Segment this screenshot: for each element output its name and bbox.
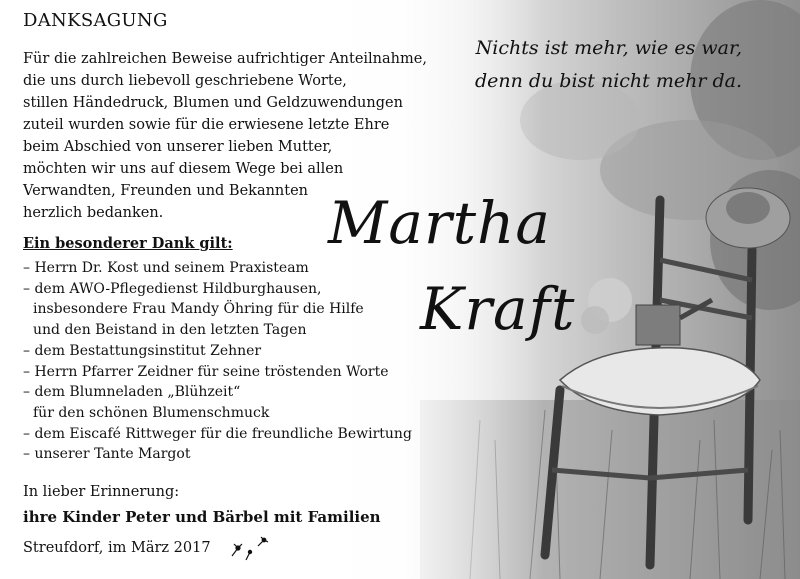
thanks-item: – dem AWO-Pflegedienst Hildburghausen, insbesondere Frau Mandy Öhring für die Hilfe und den Beistand in den letzten Tagen [23,280,364,339]
dandelion-seeds-icon [224,536,272,564]
deceased-last-name: Kraft [420,275,576,343]
place-date: Streufdorf, im März 2017 [23,540,211,556]
deceased-first-name: Martha [328,189,551,257]
quote-line-2: denn du bist nicht mehr da. [474,70,742,92]
thanks-heading: Ein besonderer Dank gilt: [23,235,233,252]
notice-heading: DANKSAGUNG [23,10,168,31]
thanks-item: – Herrn Dr. Kost und seinem Praxisteam [23,260,309,276]
quote-line-1: Nichts ist mehr, wie es war, [475,37,742,59]
intro-text: Für die zahlreichen Beweise aufrichtiger Anteilnahme, die uns durch liebevoll geschriebene Worte, stillen Händedruck, Blumen und Geldzuwendungen zuteil wurden sowie für die erwiesene letzte Ehre beim Abschied von unserer lieben Mutter, möchten wir uns auf diesem Wege bei allen Verwandten, Freunden und Bekannten herzlich bedanken. [23,51,427,221]
thanks-list [23,258,463,465]
thanks-item: – unserer Tante Margot [23,446,191,463]
thanks-item: – dem Eiscafé Rittweger für die freundliche Bewirtung [23,425,412,442]
signoff-label: In lieber Erinnerung: [23,484,180,500]
thanks-item: – dem Blumneladen „Blühzeit“ für den schönen Blumenschmuck [23,384,270,421]
thanks-item: – Herrn Pfarrer Zeidner für seine tröstenden Worte [23,363,389,380]
thanks-item: – dem Bestattungsinstitut Zehner [23,342,262,359]
signoff-names: ihre Kinder Peter und Bärbel mit Familien [23,508,381,526]
memorial-quote [475,32,742,98]
